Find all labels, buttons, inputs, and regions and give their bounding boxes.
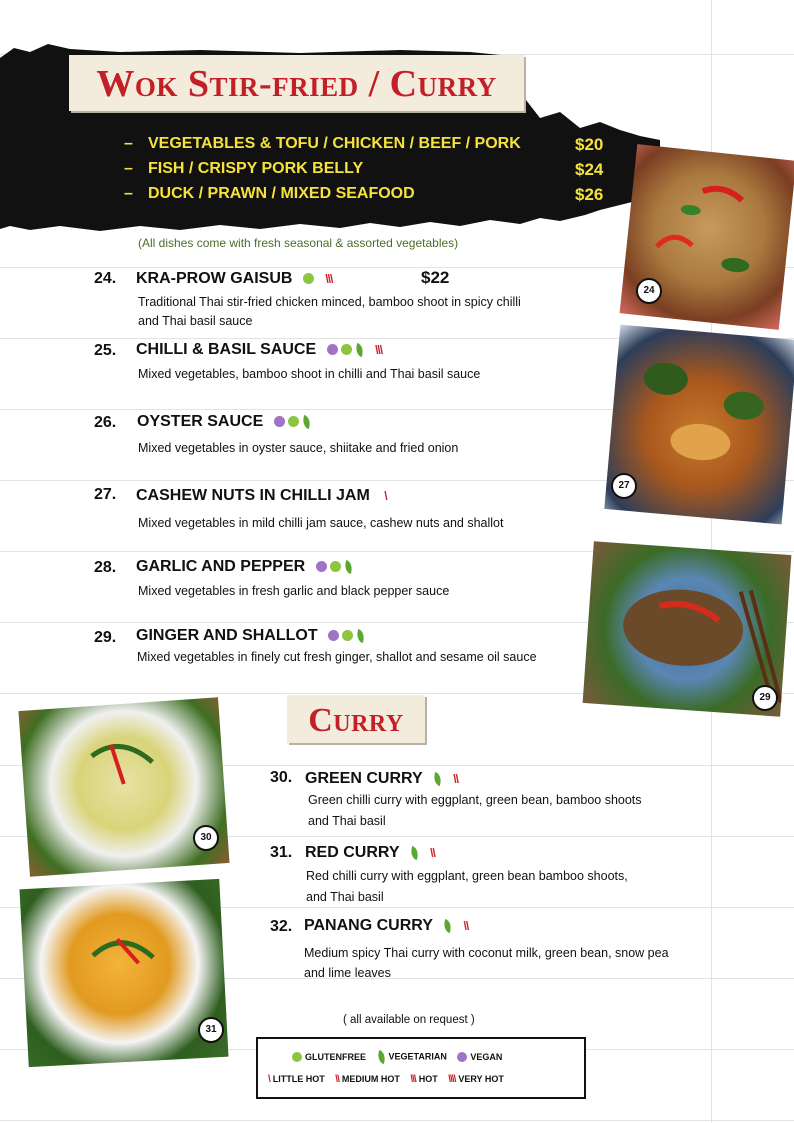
- dish-name-text: OYSTER SAUCE: [137, 413, 264, 431]
- dish-description: Mixed vegetables in mild chilli jam sauce, cashew nuts and shallot: [138, 516, 504, 530]
- dish-name-text: PANANG CURRY: [304, 917, 433, 935]
- diet-icons: [443, 917, 468, 935]
- legend-glutenfree: [292, 1052, 366, 1063]
- dish-description: and lime leaves: [304, 966, 391, 980]
- availability-note: ( all available on request ): [343, 1014, 475, 1026]
- section-title-wok: Wok Stir-fried / Curry: [69, 55, 524, 111]
- vegetarian-icon: [353, 343, 366, 357]
- price-value: $24: [575, 160, 604, 179]
- dish-photo-green-curry: [18, 697, 229, 877]
- dish-name: [137, 413, 314, 431]
- item-number: 25.: [94, 342, 117, 359]
- diet-icons: [410, 844, 435, 862]
- diet-icons: [328, 627, 368, 645]
- legend-label: VEGETARIAN: [388, 1051, 447, 1062]
- dish-name: [136, 558, 356, 576]
- dish-photo-red-curry: [19, 879, 228, 1067]
- grid-line: [0, 1120, 794, 1121]
- legend-label: HOT: [418, 1074, 438, 1085]
- diet-icons: [316, 558, 356, 576]
- legend-medium-hot: [335, 1074, 400, 1085]
- item-number: 30.: [270, 769, 293, 786]
- medium-hot-chilli-icon: \\: [453, 771, 458, 786]
- dish-name-text: CASHEW NUTS IN CHILLI JAM: [136, 487, 370, 505]
- bullet-dash: –: [124, 135, 133, 152]
- vegan-icon: [457, 1052, 467, 1062]
- glutenfree-icon: [288, 416, 299, 427]
- vegetarian-icon: [342, 560, 355, 574]
- bullet-dash: –: [124, 185, 133, 202]
- dish-name: [305, 770, 458, 788]
- legend-very-hot: [448, 1074, 504, 1085]
- legend-label: GLUTENFREE: [305, 1051, 367, 1062]
- diet-icons: [327, 341, 382, 359]
- dish-description: Mixed vegetables in oyster sauce, shiitake and fried onion: [138, 441, 459, 455]
- photo-badge: 30: [193, 825, 219, 851]
- price-row-label: VEGETABLES & TOFU / CHICKEN / BEEF / PORK: [148, 135, 521, 152]
- little-hot-chilli-icon: \: [268, 1074, 270, 1086]
- dish-description: Mixed vegetables in fresh garlic and black pepper sauce: [138, 584, 450, 598]
- glutenfree-icon: [342, 630, 353, 641]
- vegetarian-icon: [300, 415, 313, 429]
- item-number: 26.: [94, 414, 117, 431]
- vegetables-note: (All dishes come with fresh seasonal & assorted vegetables): [138, 236, 459, 250]
- vegan-icon: [316, 561, 327, 572]
- vegetarian-icon: [375, 1050, 388, 1064]
- diet-icons: [303, 270, 332, 288]
- dish-name: [305, 844, 435, 862]
- dish-name-text: KRA-PROW GAISUB: [136, 270, 293, 288]
- dish-price: $22: [421, 268, 450, 287]
- dish-description: and Thai basil sauce: [138, 314, 253, 328]
- item-number: 31.: [270, 844, 293, 861]
- dish-name-text: CHILLI & BASIL SAUCE: [136, 341, 317, 359]
- dish-name-text: GINGER AND SHALLOT: [136, 627, 318, 645]
- hot-chilli-icon: \\\: [410, 1074, 416, 1086]
- photo-badge: 31: [198, 1017, 224, 1043]
- vegan-icon: [328, 630, 339, 641]
- legend-row-heat: [268, 1074, 512, 1085]
- dish-description: Medium spicy Thai curry with coconut milk, green bean, snow pea: [304, 946, 669, 960]
- bullet-dash: –: [124, 160, 133, 177]
- vegetarian-icon: [408, 846, 421, 860]
- dish-name-text: GARLIC AND PEPPER: [136, 558, 306, 576]
- photo-badge: 24: [636, 278, 662, 304]
- photo-badge: 27: [611, 473, 637, 499]
- glutenfree-icon: [330, 561, 341, 572]
- legend-label: LITTLE HOT: [272, 1074, 325, 1085]
- glutenfree-icon: [303, 273, 314, 284]
- glutenfree-icon: [292, 1052, 302, 1062]
- diet-icons: [433, 770, 458, 788]
- diet-icons: [274, 413, 314, 431]
- price-value: $20: [575, 135, 604, 154]
- dish-name: [136, 487, 387, 505]
- vegetarian-icon: [354, 629, 367, 643]
- legend-hot: [410, 1074, 437, 1085]
- vegan-icon: [274, 416, 285, 427]
- price-row-label: DUCK / PRAWN / MIXED SEAFOOD: [148, 185, 415, 202]
- dish-name: [136, 270, 332, 288]
- legend-vegetarian: [377, 1051, 447, 1063]
- dish-name-text: RED CURRY: [305, 844, 400, 862]
- legend-row-diet: [292, 1051, 510, 1063]
- diet-icons: [380, 487, 386, 505]
- item-number: 29.: [94, 629, 117, 646]
- legend-label: VERY HOT: [458, 1074, 504, 1085]
- item-number: 24.: [94, 270, 117, 287]
- hot-chilli-icon: \\\: [325, 271, 333, 286]
- vegetarian-icon: [441, 919, 454, 933]
- medium-hot-chilli-icon: \\: [463, 918, 469, 933]
- dietary-legend: [256, 1037, 586, 1099]
- dish-description: Red chilli curry with eggplant, green bean bamboo shoots,: [306, 869, 628, 883]
- medium-hot-chilli-icon: \\: [430, 845, 435, 860]
- dish-description: Green chilli curry with eggplant, green bean, bamboo shoots: [308, 793, 642, 807]
- item-number: 32.: [270, 918, 293, 935]
- dish-description: Traditional Thai stir-fried chicken minced, bamboo shoot in spicy chilli: [138, 295, 521, 309]
- little-hot-chilli-icon: \: [384, 488, 387, 503]
- legend-label: MEDIUM HOT: [341, 1074, 400, 1085]
- item-number: 28.: [94, 559, 117, 576]
- dish-description: Mixed vegetables in finely cut fresh ginger, shallot and sesame oil sauce: [137, 650, 537, 664]
- vegan-icon: [327, 344, 338, 355]
- very-hot-chilli-icon: \\\\: [448, 1074, 456, 1086]
- legend-label: VEGAN: [470, 1051, 503, 1062]
- dish-description: Mixed vegetables, bamboo shoot in chilli and Thai basil sauce: [138, 367, 481, 381]
- legend-vegan: [457, 1052, 502, 1063]
- dish-name: [136, 627, 368, 645]
- dish-name: [136, 341, 382, 359]
- medium-hot-chilli-icon: \\: [335, 1074, 339, 1086]
- section-title-curry: Curry: [287, 695, 425, 743]
- dish-name-text: GREEN CURRY: [305, 770, 423, 788]
- dish-description: and Thai basil: [308, 814, 386, 828]
- hot-chilli-icon: \\\: [375, 342, 383, 357]
- item-number: 27.: [94, 486, 117, 503]
- glutenfree-icon: [341, 344, 352, 355]
- price-row-label: FISH / CRISPY PORK BELLY: [148, 160, 364, 177]
- legend-little-hot: [268, 1074, 325, 1085]
- dish-name: [304, 917, 468, 935]
- photo-badge: 29: [752, 685, 778, 711]
- price-value: $26: [575, 185, 604, 204]
- dish-description: and Thai basil: [306, 890, 384, 904]
- vegetarian-icon: [431, 772, 444, 786]
